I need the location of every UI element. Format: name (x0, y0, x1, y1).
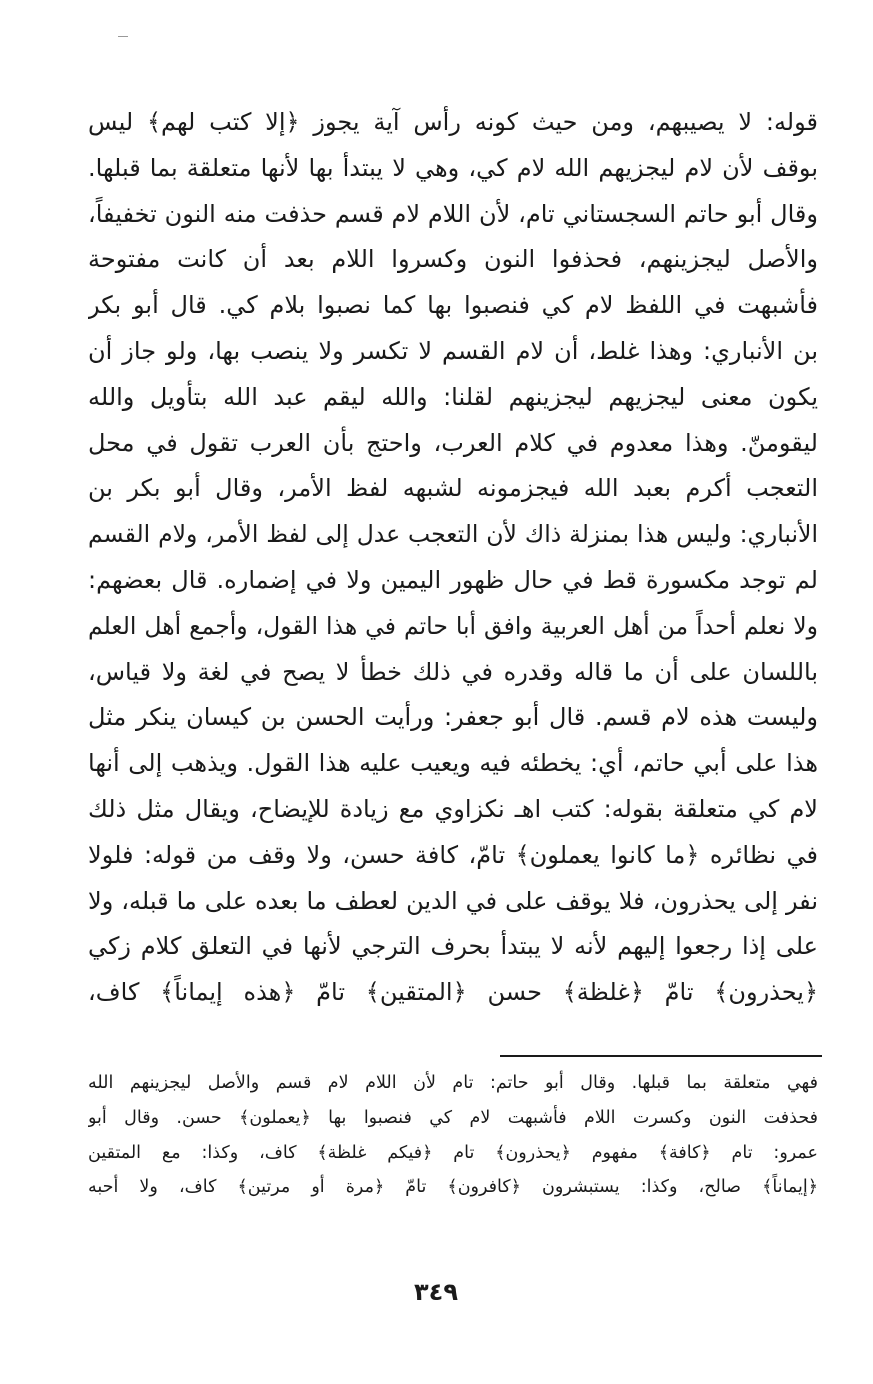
footnote-line: فهي متعلقة بما قبلها. وقال أبو حاتم: تام لأن اللام لام قسم والأصل ليجزينهم الله (88, 1073, 818, 1093)
main-line: نفر إلى يحذرون، فلا يوقف على في الدين لعطف ما بعده على ما قبله، ولا (88, 886, 818, 915)
main-line: وقال أبو حاتم السجستاني تام، لأن اللام لام قسم حذفت منه النون تخفيفاً، (88, 199, 818, 228)
main-line: ولا نعلم أحداً من أهل العربية وافق أبا حاتم في هذا القول، وأجمع أهل العلم (88, 611, 818, 640)
main-line: ﴿يحذرون﴾ تامّ ﴿غلظة﴾ حسن ﴿المتقين﴾ تامّ ﴿هذه إيماناً﴾ كاف، (88, 978, 818, 1007)
main-line: على إذا رجعوا إليهم لأنه لا يبتدأ بحرف الترجي لأنها في التعلق كلام زكي (88, 932, 818, 961)
main-line: لام كي متعلقة بقوله: كتب اهـ نكزاوي مع زيادة للإيضاح، ويقال مثل ذلك (88, 794, 818, 823)
main-line: لم توجد مكسورة قط في حال ظهور اليمين ولا في إضماره. قال بعضهم: (88, 565, 818, 594)
main-line: باللسان على أن ما قاله وقدره في ذلك خطأ لا يصح في لغة ولا قياس، (88, 657, 818, 686)
main-line: التعجب أكرم بعبد الله فيجزمونه لشبهه لفظ الأمر، وقال أبو بكر بن (88, 474, 818, 503)
footnote-line: فحذفت النون وكسرت اللام فأشبهت لام كي فنصبوا بها ﴿يعملون﴾ حسن. وقال أبو (88, 1107, 818, 1128)
main-line: الأنباري: وليس هذا بمنزلة ذاك لأن التعجب عدل إلى لفظ الأمر، ولام القسم (88, 520, 818, 549)
main-line: قوله: لا يصيبهم، ومن حيث كونه رأس آية يجوز ﴿إلا كتب لهم﴾ ليس (88, 108, 818, 136)
main-line: في نظائره ﴿ما كانوا يعملون﴾ تامّ، كافة حسن، ولا وقف من قوله: فلولا (88, 840, 818, 869)
main-line: ليقومنّ. وهذا معدوم في كلام العرب، واحتج بأن العرب تقول في محل (88, 428, 818, 457)
footnote-block (88, 1066, 818, 1205)
main-line: بن الأنباري: وهذا غلط، أن لام القسم لا تكسر ولا ينصب بها، ولو جاز أن (88, 336, 818, 365)
page-number: ٣٤٩ (414, 1278, 458, 1306)
footnote-line: ﴿إيماناً﴾ صالح، وكذا: يستبشرون ﴿كافرون﴾ تامّ ﴿مرة أو مرتين﴾ كاف، ولا أحبه (88, 1177, 818, 1198)
main-line: هذا على أبي حاتم، أي: يخطئه فيه ويعيب عليه هذا القول. ويذهب إلى أنها (88, 749, 818, 778)
main-line: فأشبهت في اللفظ لام كي فنصبوا بها كما نصبوا بلام كي. قال أبو بكر (88, 291, 818, 320)
scan-mark (118, 36, 128, 37)
main-text-block (88, 100, 818, 1016)
footnote-line: عمرو: تام ﴿كافة﴾ مفهوم ﴿يحذرون﴾ تام ﴿فيكم غلظة﴾ كاف، وكذا: مع المتقين (88, 1142, 818, 1163)
main-line: وليست هذه لام قسم. قال أبو جعفر: ورأيت الحسن بن كيسان ينكر مثل (88, 703, 818, 732)
footnote-separator (500, 1055, 822, 1057)
main-line: بوقف لأن لام ليجزيهم الله لام كي، وهي لا يبتدأ بها لأنها متعلقة بما قبلها. (88, 153, 818, 182)
main-line: يكون معنى ليجزيهم ليجزينهم لقلنا: والله ليقم عبد الله بتأويل والله (88, 382, 818, 411)
main-line: والأصل ليجزينهم، فحذفوا النون وكسروا اللام بعد أن كانت مفتوحة (88, 245, 818, 274)
